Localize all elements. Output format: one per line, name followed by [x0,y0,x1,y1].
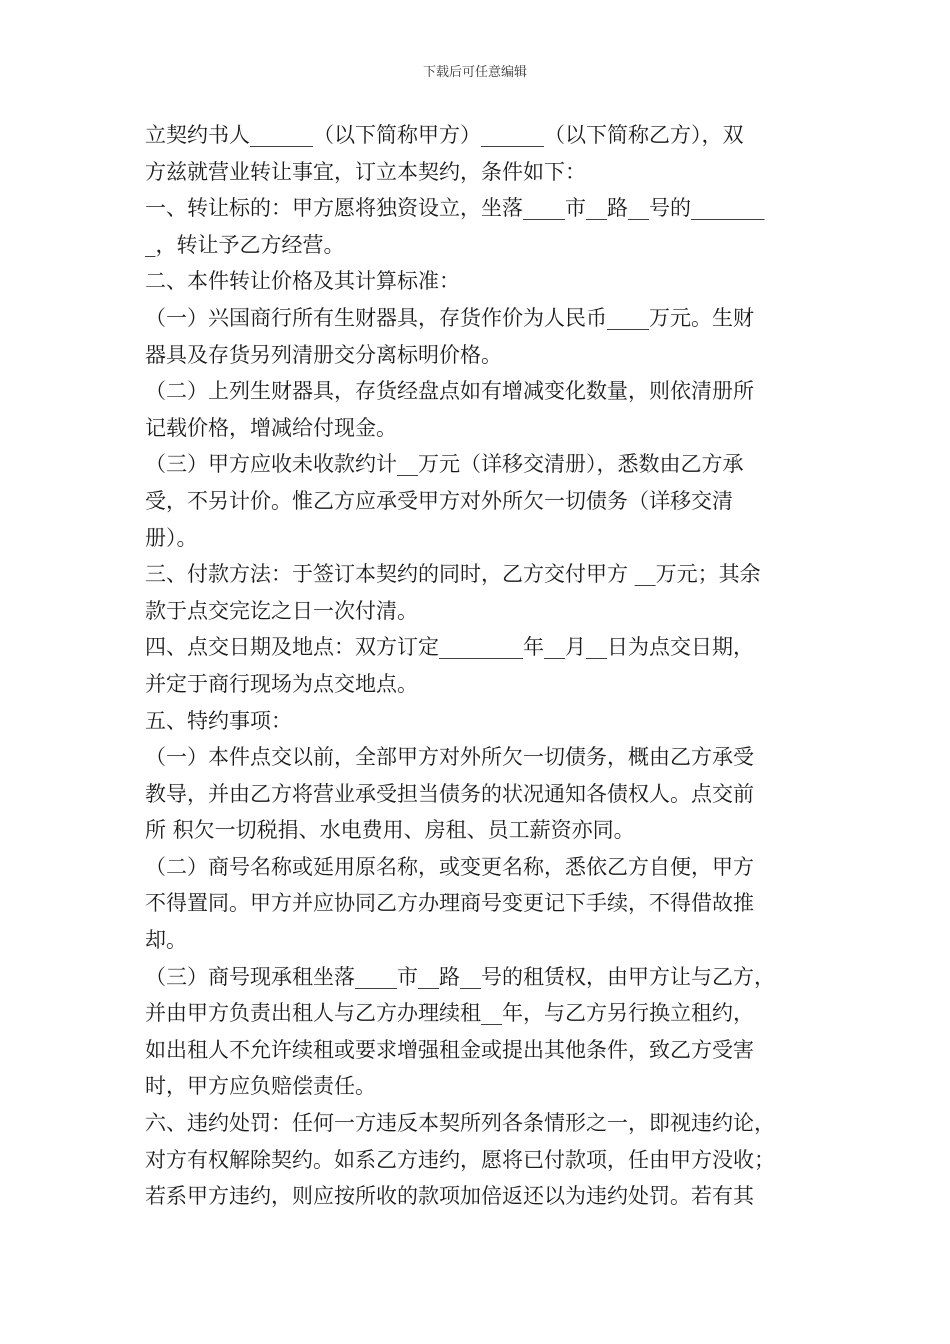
body-line: 记载价格，增减给付现金。 [145,415,397,440]
body-line: 却。 [145,928,187,953]
body-line: 并定于商行现场为点交地点。 [145,671,418,696]
body-line: 一、转让标的：甲方愿将独资设立，坐落____市__路__号的_______ [145,196,765,221]
body-line: 所 积欠一切税捐、水电费用、房租、员工薪资亦同。 [145,818,635,843]
body-line: 六、违约处罚：任何一方违反本契所列各条情形之一，即视违约论， [145,1111,775,1136]
body-line: 二、本件转让价格及其计算标准： [145,269,460,294]
body-line: 受，不另计价。惟乙方应承受甲方对外所欠一切债务（详移交清 [145,488,733,513]
body-line: 不得置同。甲方并应协同乙方办理商号变更记下手续，不得借故推 [145,891,754,916]
body-line: 三、付款方法：于签订本契约的同时，乙方交付甲方 __万元；其余 [145,562,761,587]
body-line: （二）商号名称或延用原名称，或变更名称，悉依乙方自便，甲方 [145,854,754,879]
body-line: 四、点交日期及地点：双方订定________年__月__日为点交日期， [145,635,754,660]
body-line: 款于点交完讫之日一次付清。 [145,598,418,623]
body-line: （一）兴国商行所有生财器具，存货作价为人民币____万元。生财 [145,305,754,330]
body-line: 并由甲方负责出租人与乙方办理续租__年，与乙方另行换立租约， [145,1001,754,1026]
body-line: 册）。 [145,525,198,550]
header-note: 下载后可任意编辑 [422,65,527,80]
body-line: 时，甲方应负赔偿责任。 [145,1074,376,1099]
body-line: 若系甲方违约，则应按所收的款项加倍返还以为违约处罚。若有其 [145,1184,754,1209]
body-line: _，转让予乙方经营。 [145,232,345,257]
body-line: 对方有权解除契约。如系乙方违约，愿将已付款项，任由甲方没收； [145,1147,775,1172]
body-line: 器具及存货另列清册交分离标明价格。 [145,342,502,367]
body-line: 如出租人不允许续租或要求增强租金或提出其他条件，致乙方受害 [145,1037,754,1062]
body-line: 立契约书人______（以下简称甲方）______（以下简称乙方），双 [145,123,744,147]
contract-body [145,117,815,1215]
body-line: （一）本件点交以前，全部甲方对外所欠一切债务，概由乙方承受 [145,745,754,770]
body-line: 五、特约事项： [145,708,292,733]
body-line: （二）上列生财器具，存货经盘点如有增减变化数量，则依清册所 [145,379,754,404]
body-line: （三）商号现承租坐落____市__路__号的租赁权，由甲方让与乙方， [145,964,775,989]
body-line: （三）甲方应收未收款约计__万元（详移交清册），悉数由乙方承 [145,452,744,477]
body-line: 方兹就营业转让事宜，订立本契约，条件如下： [145,159,586,184]
body-line: 教导，并由乙方将营业承受担当债务的状况通知各债权人。点交前 [145,781,754,806]
